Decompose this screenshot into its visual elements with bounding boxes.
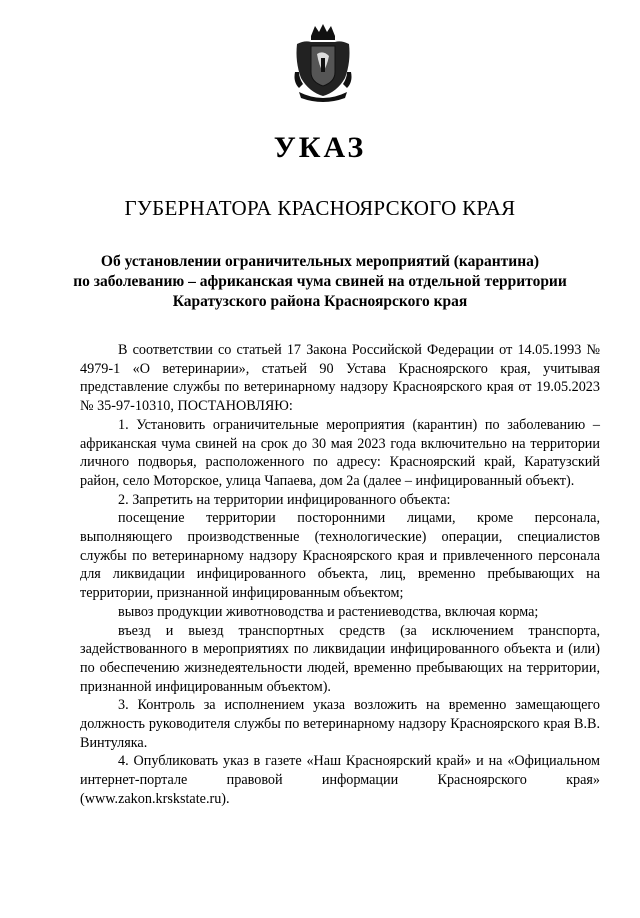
heading-line: Каратузского района Красноярского края — [172, 293, 468, 310]
krasnoyarsk-coat-of-arms-icon — [291, 22, 355, 104]
document-title: УКАЗ — [273, 131, 367, 164]
clause-2-item-visiting: посещение территории посторонними лицами, кроме персонала, выполняющего производственные (технологические) операции, специалистов службы по ветеринарному надзору Красноярского края и привлеченного персонала для ликвидации инфицированного объекта, лиц, временно пребывающих на территории, признанной инфицированным объектом; — [80, 510, 600, 602]
heading-line: по заболеванию – африканская чума свиней на отдельной территории — [73, 273, 567, 290]
heading-line: Об установлении ограничительных мероприятий (карантина) — [100, 253, 540, 270]
clause-2-paragraph: 2. Запретить на территории инфицированного объекта: — [118, 491, 451, 508]
clause-3-paragraph: 3. Контроль за исполнением указа возложить на временно замещающего должность руководителя службы по ветеринарному надзору Красноярского края В.В. Винтуляка. — [80, 697, 600, 751]
clause-1-paragraph: 1. Установить ограничительные мероприятия (карантин) по заболеванию – африканская чума свиней на срок до 30 мая 2023 года включительно на территории личного подворья, расположенного по адресу: Красноярский край, Каратузский район, село Моторское, улица Чапаева, дом 2а (далее – инфицированный объект). — [80, 416, 600, 489]
clause-2-item-export: вывоз продукции животноводства и растениеводства, включая корма; — [118, 603, 539, 620]
document-body — [80, 341, 600, 809]
clause-4-paragraph: 4. Опубликовать указ в газете «Наш Красноярский край» и на «Официальном интернет-портале правовой информации Красноярского края» (www.zakon.krskstate.ru). — [80, 753, 600, 807]
document-issuer: ГУБЕРНАТОРА КРАСНОЯРСКОГО КРАЯ — [124, 196, 516, 220]
preamble-paragraph: В соответствии со статьей 17 Закона Российской Федерации от 14.05.1993 № 4979-1 «О ветеринарии», статьей 90 Устава Красноярского края, учитывая представление службы по ветеринарному надзору Красноярского края от 19.05.2023 № 35-97-10310, ПОСТАНОВЛЯЮ: — [80, 342, 600, 415]
clause-2-item-transport: въезд и выезд транспортных средств (за исключением транспорта, задействованного в мероприятиях по ликвидации инфицированного объекта и (или) по обеспечению жизнедеятельности людей, временно пребывающих на территории, признанной инфицированным объектом). — [80, 622, 600, 695]
document-heading — [70, 252, 570, 312]
